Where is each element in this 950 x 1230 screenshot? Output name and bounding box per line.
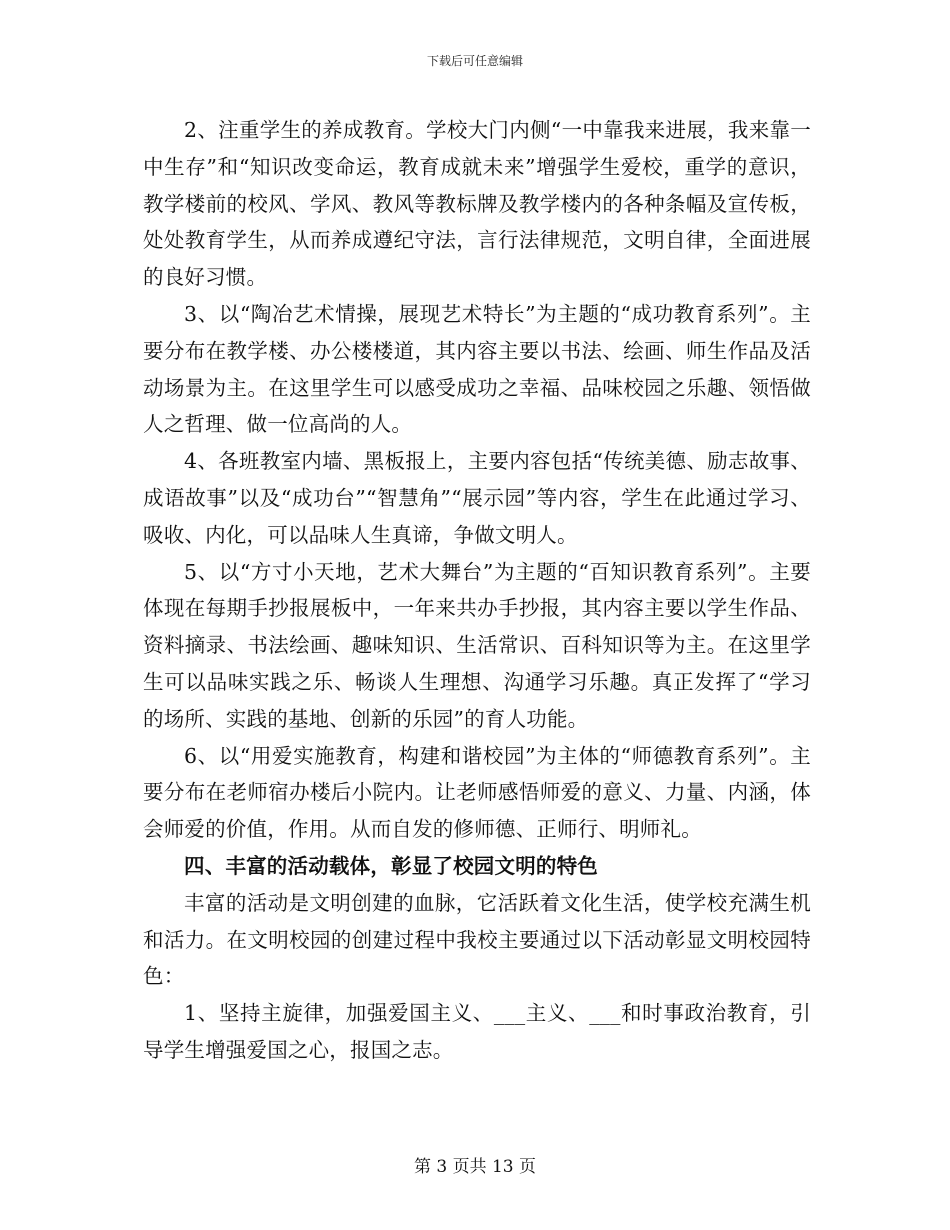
page-number: 第 3 页共 13 页 <box>413 1157 537 1177</box>
section-intro: 丰富的活动是文明创建的血脉，它活跃着文化生活，使学校充满生机和活力。在文明校园的创建过程中我校主要通过以下活动彰显文明校园特色： <box>143 890 811 989</box>
header-note: 下载后可任意编辑 <box>426 54 523 68</box>
paragraph-item-3: 3、以“陶冶艺术情操，展现艺术特长”为主题的“成功教育系列”。主要分布在教学楼、办公楼楼道，其内容主要以书法、绘画、师生作品及活动场景为主。在这里学生可以感受成功之幸福、品味校园之乐趣、领悟做人之哲理、做一位高尚的人。 <box>143 301 811 437</box>
paragraph-item-2: 2、注重学生的养成教育。学校大门内侧“一中靠我来进展，我来靠一中生存”和“知识改变命运，教育成就未来”增强学生爱校，重学的意识，教学楼前的校风、学风、教风等教标牌及教学楼内的各种条幅及宣传板，处处教育学生，从而养成遵纪守法，言行法律规范，文明自律，全面进展的良好习惯。 <box>143 118 811 290</box>
paragraph-item-5: 5、以“方寸小天地，艺术大舞台”为主题的“百知识教育系列”。主要体现在每期手抄报展板中，一年来共办手抄报，其内容主要以学生作品、资料摘录、书法绘画、趣味知识、生活常识、百科知识等为主。在这里学生可以品味实践之乐、畅谈人生理想、沟通学习乐趣。真正发挥了“学习的场所、实践的基地、创新的乐园”的育人功能。 <box>143 559 811 731</box>
document-body <box>143 112 811 1069</box>
section-heading: 四、丰富的活动载体，彰显了校园文明的特色 <box>184 853 598 878</box>
paragraph-item-6: 6、以“用爱实施教育，构建和谐校园”为主体的“师德教育系列”。主要分布在老师宿办楼后小院内。让老师感悟师爱的意义、力量、内涵，体会师爱的价值，作用。从而自发的修师德、正师行、明师礼。 <box>143 743 811 842</box>
paragraph-item-1: 1、坚持主旋律，加强爱国主义、___主义、___和时事政治教育，引导学生增强爱国之心，报国之志。 <box>143 1001 811 1062</box>
paragraph-item-4: 4、各班教室内墙、黑板报上，主要内容包括“传统美德、励志故事、成语故事”以及“成功台”“智慧角”“展示园”等内容，学生在此通过学习、吸收、内化，可以品味人生真谛，争做文明人。 <box>143 449 811 547</box>
